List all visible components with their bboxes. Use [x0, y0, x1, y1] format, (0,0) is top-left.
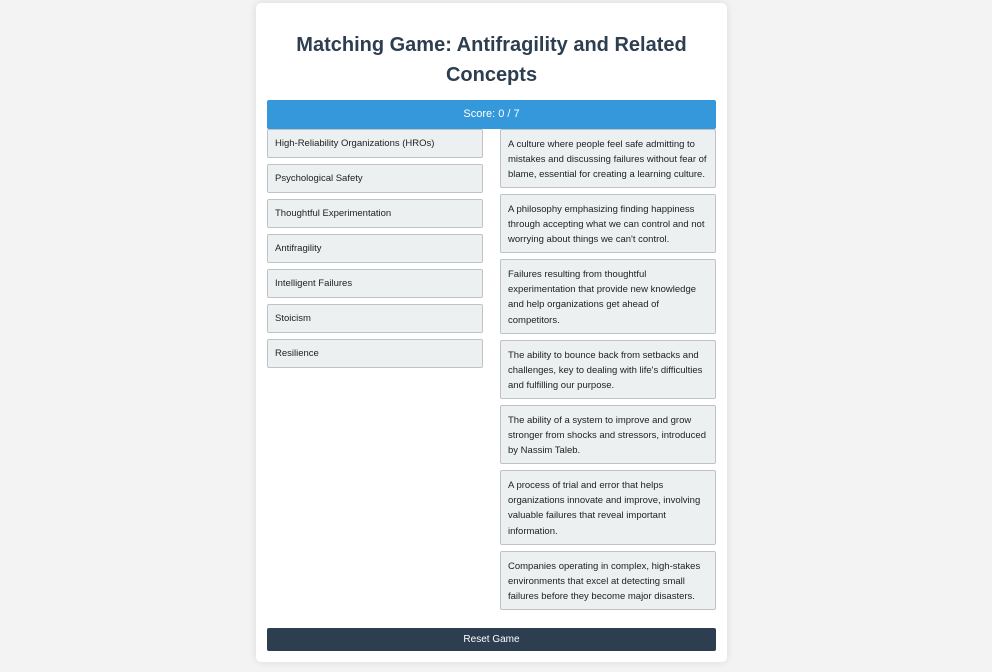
score-display: Score: 0 / 7 [267, 100, 716, 129]
definition-item[interactable]: Failures resulting from thoughtful experimentation that provide new knowledge and help organizations get ahead of competitors. [500, 259, 716, 334]
term-item[interactable]: Resilience [267, 339, 483, 368]
term-item[interactable]: High-Reliability Organizations (HROs) [267, 129, 483, 158]
term-item[interactable]: Psychological Safety [267, 164, 483, 193]
term-item[interactable]: Intelligent Failures [267, 269, 483, 298]
definition-item[interactable]: Companies operating in complex, high-stakes environments that excel at detecting small failures before they become major disasters. [500, 551, 716, 610]
definition-item[interactable]: A process of trial and error that helps organizations innovate and improve, involving valuable failures that reveal important information. [500, 470, 716, 545]
definition-item[interactable]: The ability of a system to improve and grow stronger from shocks and stressors, introduced by Nassim Taleb. [500, 405, 716, 464]
definition-item[interactable]: A culture where people feel safe admitting to mistakes and discussing failures without fear of blame, essential for creating a learning culture. [500, 129, 716, 188]
definition-item[interactable]: A philosophy emphasizing finding happiness through accepting what we can control and not worrying about things we can't control. [500, 194, 716, 253]
game-title: Matching Game: Antifragility and Related Concepts [296, 34, 687, 86]
term-item[interactable]: Thoughtful Experimentation [267, 199, 483, 228]
term-item[interactable]: Stoicism [267, 304, 483, 333]
definition-item[interactable]: The ability to bounce back from setbacks and challenges, key to dealing with life's difficulties and fulfilling our purpose. [500, 340, 716, 399]
term-item[interactable]: Antifragility [267, 234, 483, 263]
reset-game-button[interactable]: Reset Game [267, 628, 716, 651]
game-card [256, 3, 727, 662]
